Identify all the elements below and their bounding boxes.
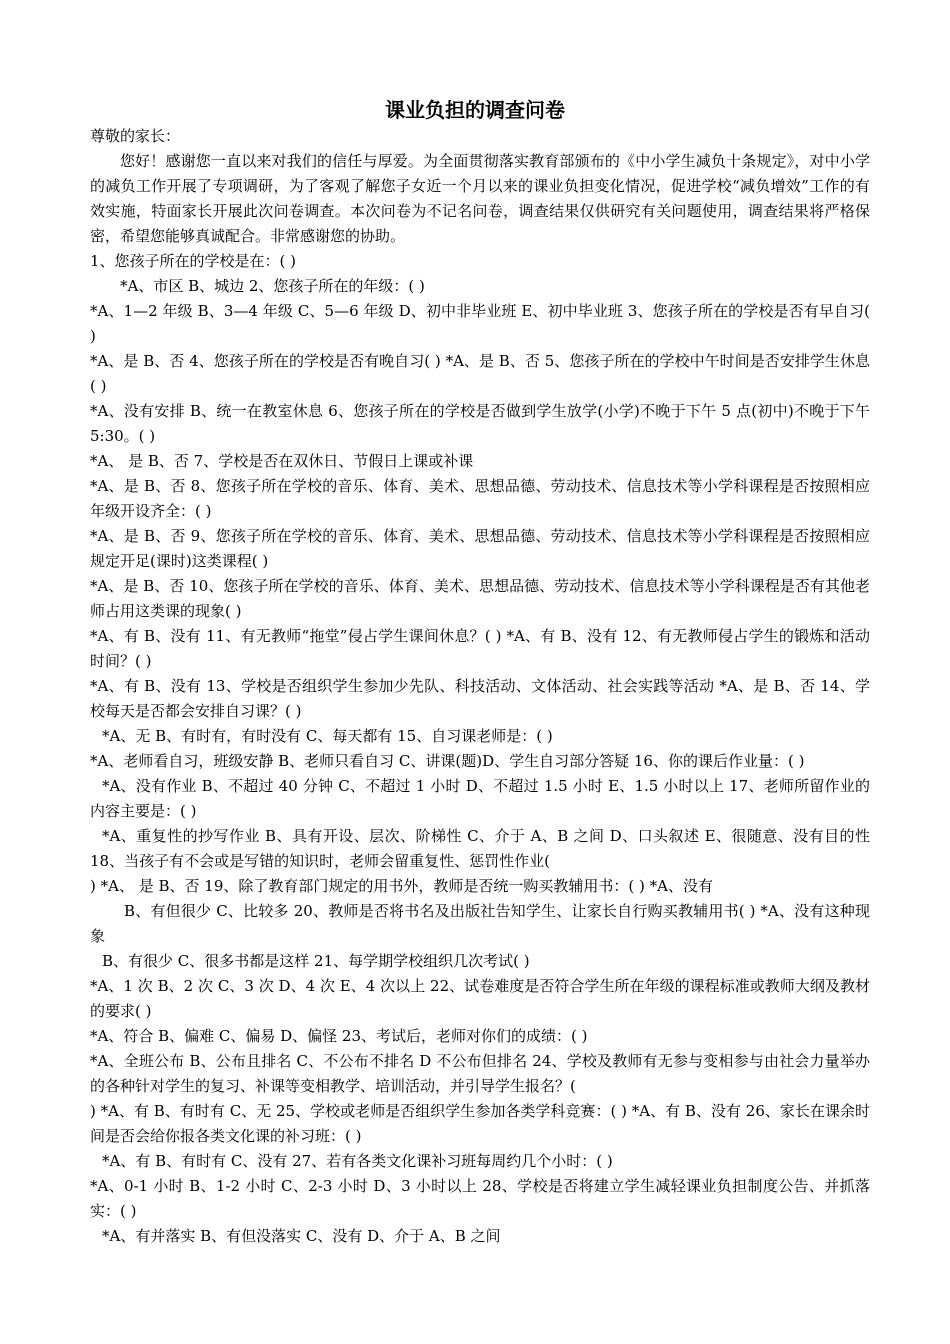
survey-line: *A、是 B、否 10、您孩子所在学校的音乐、体育、美术、思想品德、劳动技术、信息技术等小学科课程是否有其他老师占用这类课的现象( ) [90, 577, 870, 620]
survey-line: *A、有并落实 B、有但没落实 C、没有 D、介于 A、B 之间 [102, 1227, 501, 1245]
survey-line: ) *A、 是 B、否 19、除了教育部门规定的用书外，教师是否统一购买教辅用书：( ) *A、没有 [90, 877, 713, 895]
survey-line: *A、符合 B、偏难 C、偏易 D、偏怪 23、考试后，老师对你们的成绩：( ) [90, 1027, 588, 1045]
document-body [90, 124, 870, 1249]
survey-line: *A、0-1 小时 B、1-2 小时 C、2-3 小时 D、3 小时以上 28、学校是否将建立学生减轻课业负担制度公告、并抓落实：( ) [90, 1177, 870, 1220]
survey-line: *A、有 B、有时有 C、没有 27、若有各类文化课补习班每周约几个小时：( ) [102, 1152, 613, 1170]
survey-line: *A、有 B、没有 13、学校是否组织学生参加少先队、科技活动、文体活动、社会实践等活动 *A、是 B、否 14、学校每天是否都会安排自习课？( ) [90, 677, 870, 720]
survey-line: *A、1—2 年级 B、3—4 年级 C、5—6 年级 D、初中非毕业班 E、初中毕业班 3、您孩子所在的学校是否有早自习( ) [90, 302, 870, 345]
greeting: 尊敬的家长： [90, 127, 181, 145]
survey-line: B、有很少 C、很多书都是这样 21、每学期学校组织几次考试( ) [102, 952, 530, 970]
survey-line: *A、是 B、否 4、您孩子所在的学校是否有晚自习( ) *A、是 B、否 5、您孩子所在的学校中午时间是否安排学生休息( ) [90, 352, 870, 395]
survey-line: *A、重复性的抄写作业 B、具有开设、层次、阶梯性 C、介于 A、B 之间 D、口头叙述 E、很随意、没有目的性 18、当孩子有不会或是写错的知识时，老师会留重复性、惩罚性作业( [90, 827, 870, 870]
survey-line: *A、全班公布 B、公布且排名 C、不公布不排名 D 不公布但排名 24、学校及教师有无参与变相参与由社会力量举办的各种针对学生的复习、补课等变相教学、培训活动，并引导学生报名？( [90, 1052, 870, 1095]
survey-line: *A、市区 B、城边 2、您孩子所在的年级：( ) [120, 277, 425, 295]
survey-line: B、有但很少 C、比较多 20、教师是否将书名及出版社告知学生、让家长自行购买教辅用书( ) *A、没有这种现象 [90, 902, 870, 945]
survey-line: *A、有 B、没有 11、有无教师“拖堂”侵占学生课间休息？( ) *A、有 B、没有 12、有无教师侵占学生的锻炼和活动时间？( ) [90, 627, 870, 670]
survey-line: *A、1 次 B、2 次 C、3 次 D、4 次 E、4 次以上 22、试卷难度是否符合学生所在年级的课程标准或教师大纲及教材的要求( ) [90, 977, 870, 1020]
survey-line: *A、是 B、否 8、您孩子所在学校的音乐、体育、美术、思想品德、劳动技术、信息技术等小学科课程是否按照相应年级开设齐全：( ) [90, 477, 870, 520]
survey-line: *A、老师看自习，班级安静 B、老师只看自习 C、讲课(题)D、学生自习部分答疑 16、你的课后作业量：( ) [90, 752, 805, 770]
intro-paragraph: 您好！感谢您一直以来对我们的信任与厚爱。为全面贯彻落实教育部颁布的《中小学生减负十条规定》，对中小学的减负工作开展了专项调研，为了客观了解您子女近一个月以来的课业负担变化情况，促进学校“减负增效”工作的有效实施，特面家长开展此次问卷调查。本次问卷为不记名问卷，调查结果仅供研究有关问题使用，调查结果将严格保密，希望您能够真诚配合。非常感谢您的协助。 [90, 152, 870, 245]
survey-line: 1、您孩子所在的学校是在：( ) [90, 252, 297, 270]
survey-line: *A、无 B、有时有，有时没有 C、每天都有 15、自习课老师是：( ) [102, 727, 553, 745]
survey-line: *A、没有安排 B、统一在教室休息 6、您孩子所在的学校是否做到学生放学(小学)不晚于下午 5 点(初中)不晚于下午 5:30。( ) [90, 402, 870, 445]
document-title: 课业负担的调查问卷 [385, 98, 565, 122]
survey-line: ) *A、有 B、有时有 C、无 25、学校或老师是否组织学生参加各类学科竞赛：( ) *A、有 B、没有 26、家长在课余时间是否会给你报各类文化课的补习班：( ) [90, 1102, 870, 1145]
survey-line: *A、是 B、否 9、您孩子所在学校的音乐、体育、美术、思想品德、劳动技术、信息技术等小学科课程是否按照相应规定开足(课时)这类课程( ) [90, 527, 870, 570]
survey-line: *A、没有作业 B、不超过 40 分钟 C、不超过 1 小时 D、不超过 1.5 小时 E、1.5 小时以上 17、老师所留作业的内容主要是：( ) [90, 777, 870, 820]
survey-line: *A、 是 B、否 7、学校是否在双休日、节假日上课或补课 [90, 452, 474, 470]
